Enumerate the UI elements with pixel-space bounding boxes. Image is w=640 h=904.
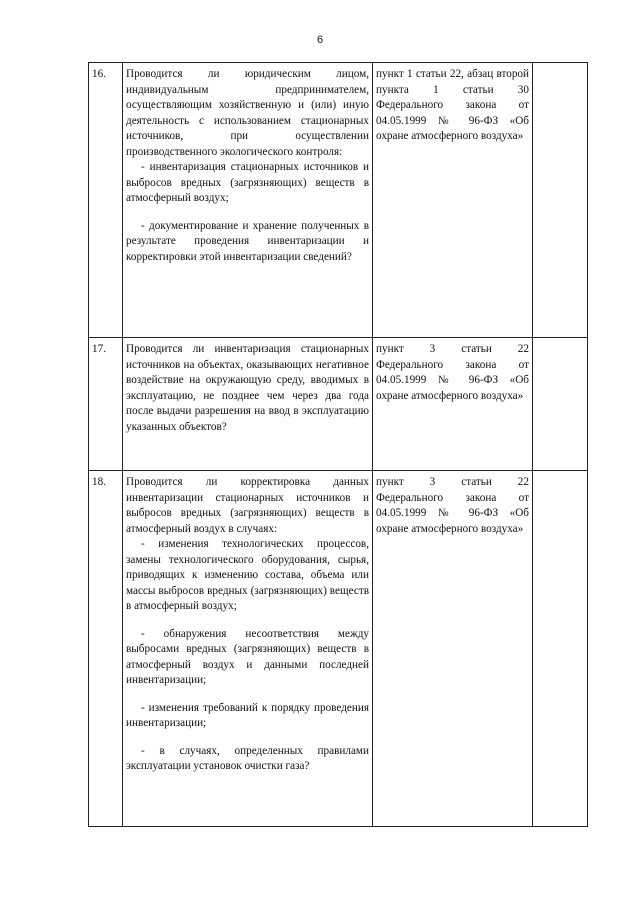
empty-cell — [533, 63, 588, 338]
question-item: - изменения технологических процессов, замены технологического оборудования, сырья, приводящих к изменению состава, объема или массы выбросов вредных (загрязняющих) веществ в атмосферный воздух; — [126, 538, 369, 612]
reference-cell: пункт 1 статьи 22, абзац второй пункта 1 статьи 30 Федерального закона от 04.05.1999 № 96-ФЗ «Об охране атмосферного воздуха» — [373, 63, 533, 338]
reference-cell: пункт 3 статьи 22 Федерального закона от 04.05.1999 № 96-ФЗ «Об охране атмосферного воздуха» — [373, 471, 533, 827]
question-text: Проводится ли корректировка данных инвентаризации стационарных источников и выбросов вредных (загрязняющих) веществ в атмосферный воздух в случаях: — [126, 476, 369, 535]
empty-cell — [533, 471, 588, 827]
row-number: 17. — [89, 338, 123, 471]
question-cell — [123, 471, 373, 827]
row-number: 16. — [89, 63, 123, 338]
question-text: Проводится ли инвентаризация стационарных источников на объектах, оказывающих негативное воздействие на окружающую среду, вводимых в эксплуатацию, не позднее чем через два года после выдачи разрешения на ввод в эксплуатацию указанных объектов? — [126, 343, 369, 433]
checklist-table — [88, 62, 588, 827]
row-number: 18. — [89, 471, 123, 827]
table-row — [89, 63, 588, 338]
table-row — [89, 471, 588, 827]
table-row — [89, 338, 588, 471]
question-item: - изменения требований к порядку проведения инвентаризации; — [126, 701, 369, 729]
page-number: 6 — [316, 34, 324, 46]
question-item: - инвентаризация стационарных источников и выбросов вредных (загрязняющих) веществ в атмосферный воздух; — [126, 161, 369, 204]
reference-cell: пункт 3 статьи 22 Федерального закона от 04.05.1999 № 96-ФЗ «Об охране атмосферного воздуха» — [373, 338, 533, 471]
question-item: - документирование и хранение полученных в результате проведения инвентаризации и корректировки этой инвентаризации сведений? — [126, 219, 369, 263]
question-text: Проводится ли юридическим лицом, индивидуальным предпринимателем, осуществляющим хозяйственную и (или) иную деятельность с использованием стационарных источников, при осуществлении производственного экологического контроля: — [126, 68, 369, 158]
question-cell — [123, 338, 373, 471]
question-item: - обнаружения несоответствия между выбросами вредных (загрязняющих) веществ в атмосферный воздух и данными последней инвентаризации; — [126, 627, 369, 686]
question-item: - в случаях, определенных правилами эксплуатации установок очистки газа? — [126, 744, 369, 772]
question-cell — [123, 63, 373, 338]
empty-cell — [533, 338, 588, 471]
